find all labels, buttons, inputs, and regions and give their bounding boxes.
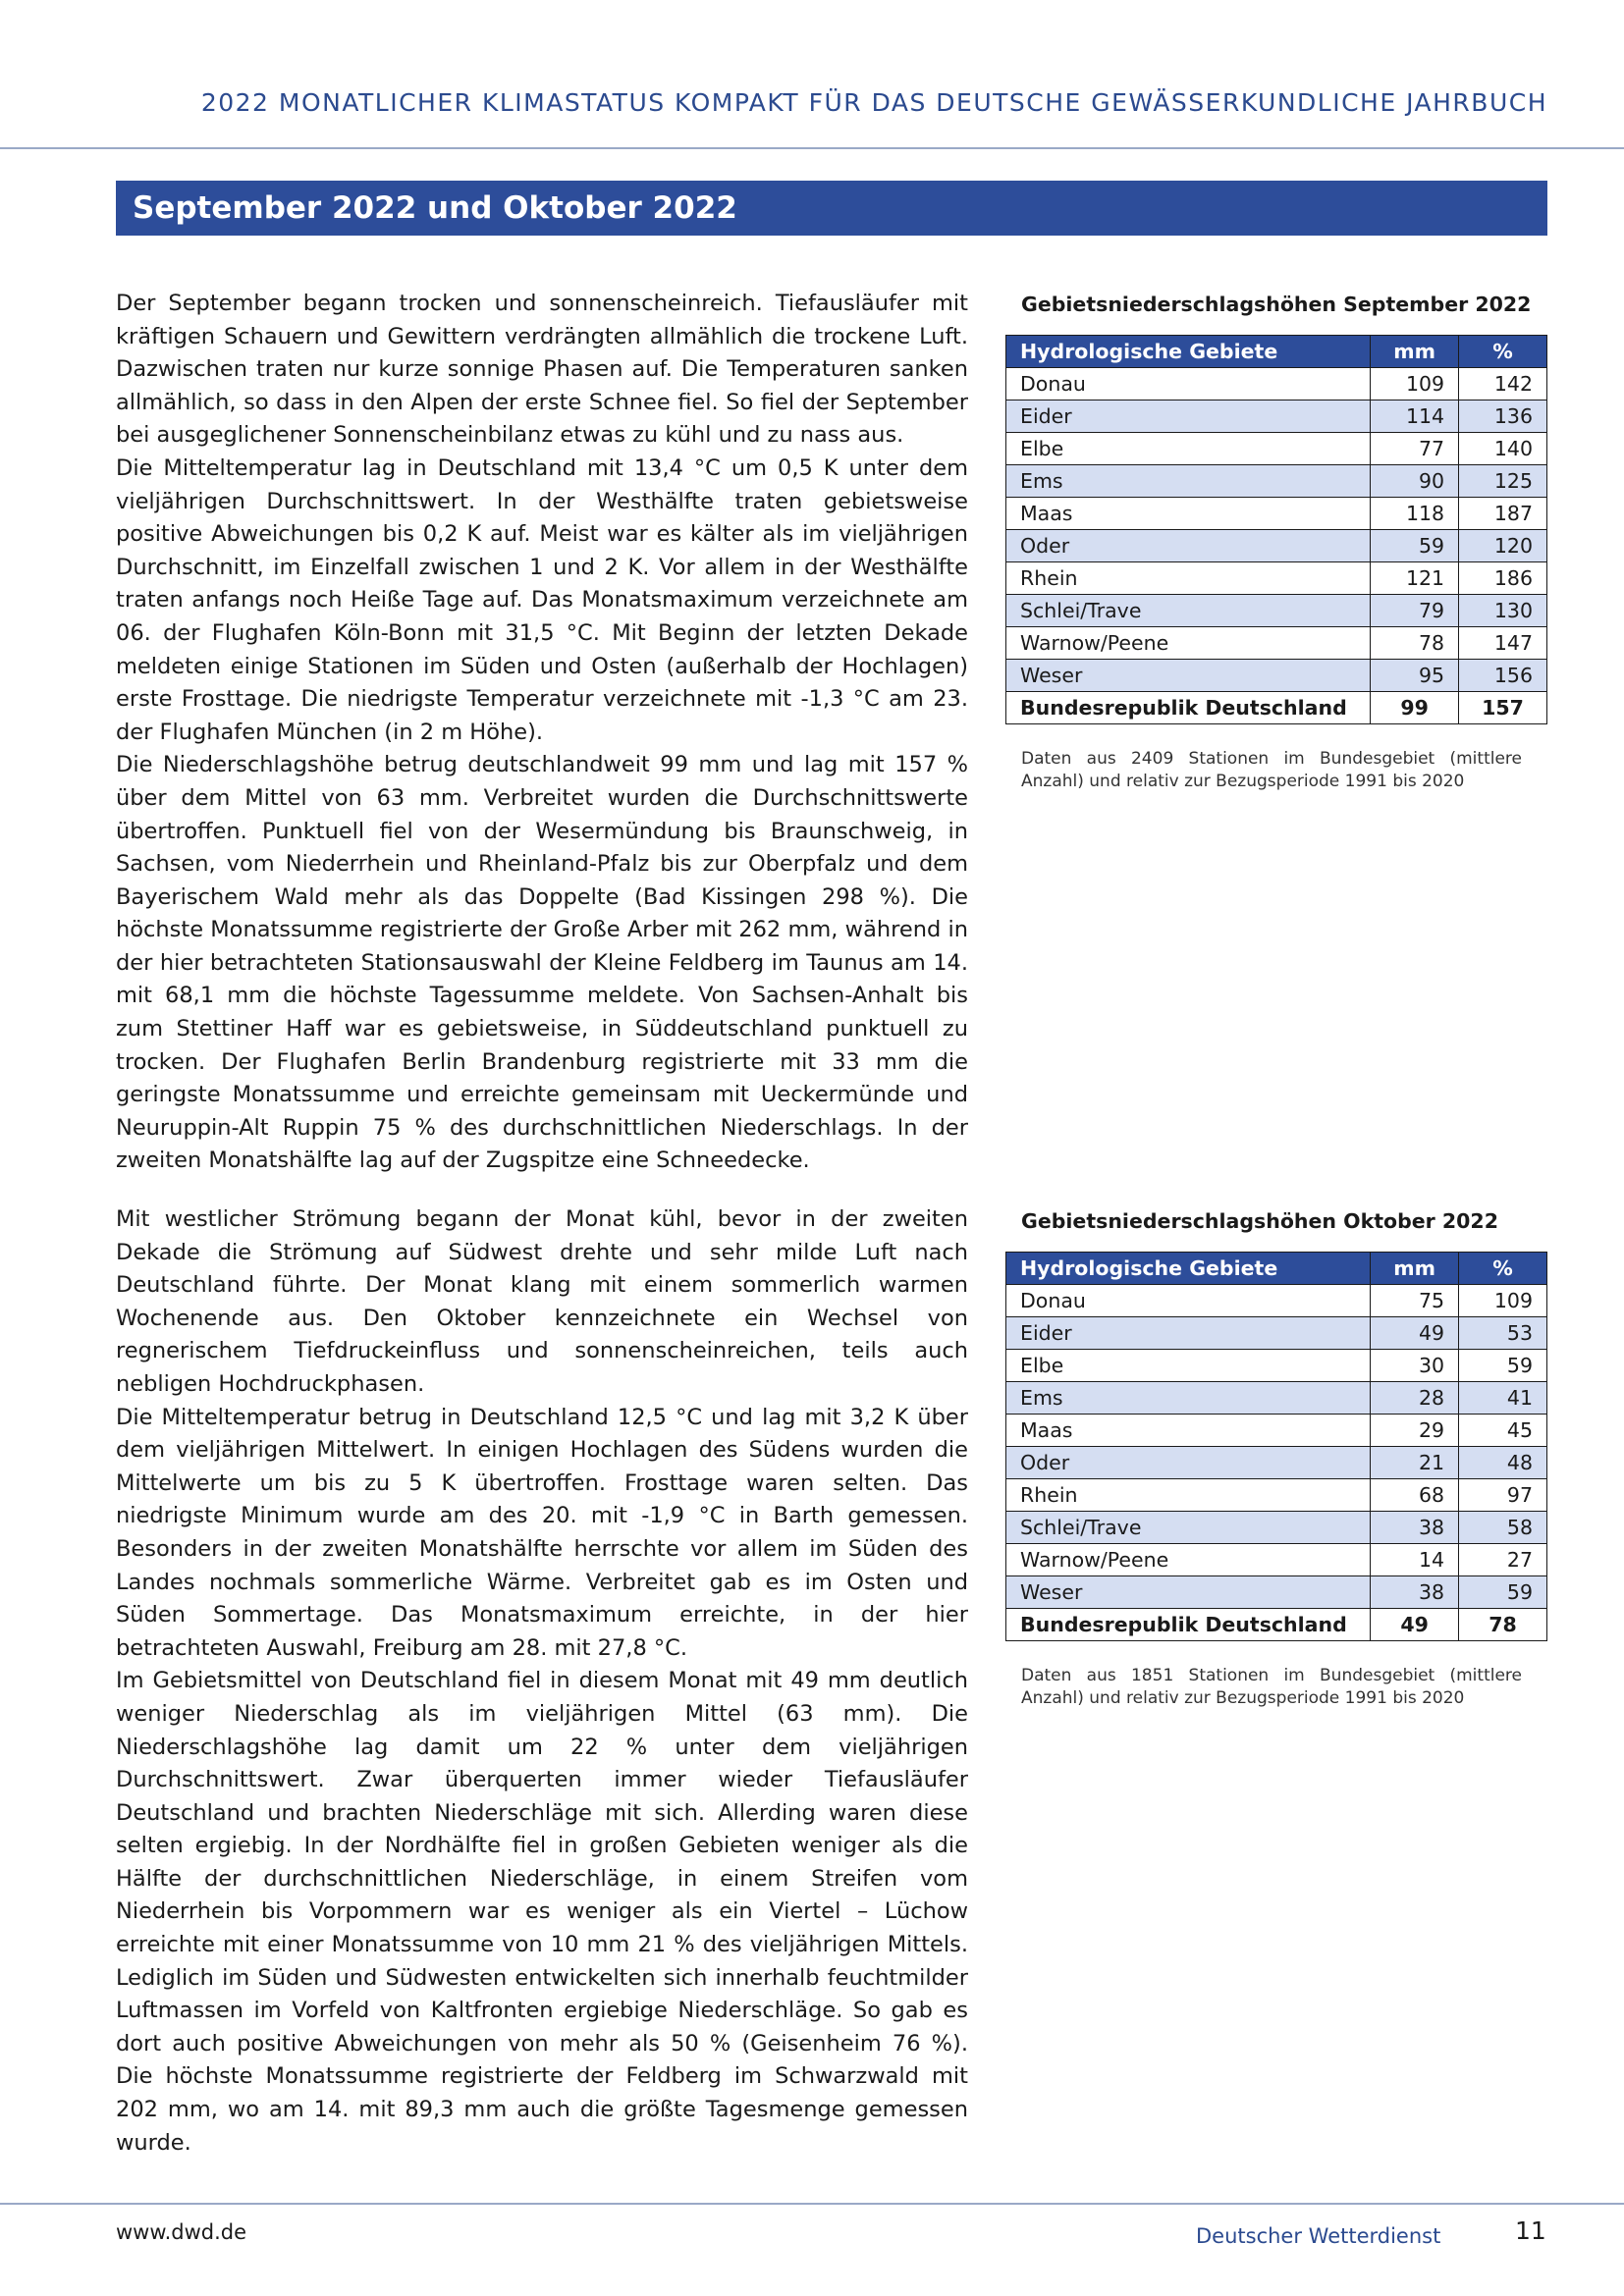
total-percent-cell: 157 [1459, 692, 1547, 724]
table-row [1006, 465, 1547, 498]
area-cell: Weser [1006, 660, 1371, 692]
mm-cell: 59 [1371, 530, 1459, 562]
paragraph: Mit westlicher Strömung begann der Monat kühl, bevor in der zweiten Dekade die Strömung auf Südwest drehte und sehr milde Luft nach Deutschland führte. Der Monat klang mit einem sommerlich warmen Wochenende aus. Den Oktober kennzeichnete ein Wechsel von regnerischem Tiefdruckeinfluss und sonnenscheinreichen, teils auch nebligen Hochdruckphasen. [116, 1206, 968, 1397]
mm-cell: 21 [1371, 1447, 1459, 1479]
mm-cell: 38 [1371, 1512, 1459, 1544]
percent-cell: 140 [1459, 433, 1547, 465]
area-cell: Donau [1006, 1285, 1371, 1317]
paragraph: Die Niederschlagshöhe betrug deutschlandweit 99 mm und lag mit 157 % über dem Mittel von 63 mm. Verbreitet wurden die Durchschnittswerte übertroffen. Punktuell fiel von der Wesermündung bis Braunschweig, in Sachsen, vom Niederrhein und Rheinland-Pfalz bis zur Oberpfalz und dem Bayerischem Wald mehr als das Doppelte (Bad Kissingen 298 %). Die höchste Monatssumme registrierte der Große Arber mit 262 mm, während in der hier betrachteten Stationsauswahl der Kleine Feldberg im Taunus am 14. mit 68,1 mm die höchste Tagessumme meldete. Von Sachsen-Anhalt bis zum Stettiner Haff war es gebietsweise, in Süddeutschland punktuell zu trocken. Der Flughafen Berlin Brandenburg registrierte mit 33 mm die geringste Monatssumme und erreichte gemeinsam mit Ueckermünde und Neuruppin-Alt Ruppin 75 % des durchschnittlichen Niederschlags. In der zweiten Monatshälfte lag auf der Zugspitze eine Schneedecke. [116, 752, 968, 1174]
area-cell: Donau [1006, 368, 1371, 400]
total-mm-cell: 99 [1371, 692, 1459, 724]
paragraph: Die Mitteltemperatur betrug in Deutschland 12,5 °C und lag mit 3,2 K über dem vieljährigen Mittelwert. In einigen Hochlagen des Südens wurden die Mittelwerte um bis zu 5 K übertroffen. Frosttage waren selten. Das niedrigste Minimum wurde am des 20. mit -1,9 °C in Barth gemessen. Besonders in der zweiten Monatshälfte herrschte vor allem im Süden des Landes nochmals sommerliche Wärme. Verbreitet gab es im Osten und Süden Sommertage. Das Monatsmaximum erreichte, in der hier betrachteten Auswahl, Freiburg am 28. mit 27,8 °C. [116, 1404, 968, 1661]
running-header: 2022 MONATLICHER KLIMASTATUS KOMPAKT FÜR DAS DEUTSCHE GEWÄSSERKUNDLICHE JAHRBUCH [200, 88, 1547, 117]
percent-cell: 109 [1459, 1285, 1547, 1317]
october-precipitation-table [1005, 1252, 1547, 1641]
september-table-block [1005, 290, 1547, 793]
september-text [116, 288, 968, 1178]
total-label-cell: Bundesrepublik Deutschland [1006, 692, 1371, 724]
table-row [1006, 1317, 1547, 1350]
table-row [1006, 595, 1547, 627]
total-mm-cell: 49 [1371, 1609, 1459, 1641]
area-cell: Eider [1006, 400, 1371, 433]
table-header-row [1006, 1253, 1547, 1285]
october-table-block [1005, 1206, 1547, 1710]
table-note: Daten aus 1851 Stationen im Bundesgebiet (mittlere Anzahl) und relativ zur Bezugsperiode 1991 bis 2020 [1021, 1666, 1522, 1708]
mm-cell: 114 [1371, 400, 1459, 433]
table-row [1006, 368, 1547, 400]
mm-cell: 109 [1371, 368, 1459, 400]
area-cell: Oder [1006, 530, 1371, 562]
mm-cell: 38 [1371, 1576, 1459, 1609]
area-cell: Rhein [1006, 562, 1371, 595]
area-cell: Weser [1006, 1576, 1371, 1609]
footer-url: www.dwd.de [116, 2220, 247, 2244]
area-cell: Schlei/Trave [1006, 595, 1371, 627]
table-row [1006, 660, 1547, 692]
percent-cell: 58 [1459, 1512, 1547, 1544]
table-row [1006, 400, 1547, 433]
mm-cell: 49 [1371, 1317, 1459, 1350]
paragraph: Im Gebietsmittel von Deutschland fiel in diesem Monat mit 49 mm deutlich weniger Niederschlag als im vieljährigen Mittel (63 mm). Die Niederschlagshöhe lag damit um 22 % unter dem vieljährigen Durchschnittswert. Zwar überquerten immer wieder Tiefausläufer Deutschland und brachten Niederschläge mit sich. Allerding waren diese selten ergiebig. In der Nordhälfte fiel in großen Gebieten weniger als die Hälfte der durchschnittlichen Niederschläge, in einem Streifen vom Niederrhein bis Vorpommern war es weniger als ein Viertel – Lüchow erreichte mit einer Monatssumme von 10 mm 21 % des vieljährigen Mittels. Lediglich im Süden und Südwesten entwickelten sich innerhalb feuchtmilder Luftmassen im Vorfeld von Kaltfronten ergiebige Niederschläge. So gab es dort auch positive Abweichungen von mehr als 50 % (Geisenheim 76 %). Die höchste Monatssumme registrierte der Feldberg im Schwarzwald mit 202 mm, wo am 14. mit 89,3 mm auch die größte Tagesmenge gemessen wurde. [116, 1668, 968, 2156]
mm-cell: 68 [1371, 1479, 1459, 1512]
table-row [1006, 1415, 1547, 1447]
footer-divider [0, 2203, 1624, 2205]
september-precipitation-table [1005, 335, 1547, 724]
area-cell: Elbe [1006, 1350, 1371, 1382]
paragraph: Die Mitteltemperatur lag in Deutschland mit 13,4 °C um 0,5 K unter dem vieljährigen Durchschnittswert. In der Westhälfte traten gebietsweise positive Abweichungen bis 0,2 K auf. Meist war es kälter als im vieljährigen Durchschnitt, im Einzelfall zwischen 1 und 2 K. Vor allem in der Westhälfte traten anfangs noch Heiße Tage auf. Das Monatsmaximum verzeichnete am 06. der Flughafen Köln-Bonn mit 31,5 °C. Mit Beginn der letzten Dekade meldeten einige Stationen im Süden und Osten (außerhalb der Hochlagen) erste Frosttage. Die niedrigste Temperatur verzeichnete mit -1,3 °C am 23. der Flughafen München (in 2 m Höhe). [116, 454, 968, 745]
area-cell: Elbe [1006, 433, 1371, 465]
percent-cell: 45 [1459, 1415, 1547, 1447]
table-header-row [1006, 336, 1547, 368]
percent-cell: 53 [1459, 1317, 1547, 1350]
table-title: Gebietsniederschlagshöhen Oktober 2022 [1021, 1209, 1498, 1233]
mm-cell: 78 [1371, 627, 1459, 660]
table-row [1006, 1576, 1547, 1609]
mm-cell: 29 [1371, 1415, 1459, 1447]
percent-cell: 97 [1459, 1479, 1547, 1512]
percent-cell: 156 [1459, 660, 1547, 692]
footer-organization: Deutscher Wetterdienst [1196, 2224, 1441, 2248]
area-cell: Ems [1006, 1382, 1371, 1415]
percent-cell: 120 [1459, 530, 1547, 562]
table-row [1006, 433, 1547, 465]
percent-cell: 130 [1459, 595, 1547, 627]
mm-cell: 75 [1371, 1285, 1459, 1317]
percent-cell: 59 [1459, 1576, 1547, 1609]
mm-cell: 90 [1371, 465, 1459, 498]
area-cell: Schlei/Trave [1006, 1512, 1371, 1544]
column-header-area: Hydrologische Gebiete [1006, 1253, 1371, 1285]
table-row [1006, 1382, 1547, 1415]
mm-cell: 79 [1371, 595, 1459, 627]
mm-cell: 95 [1371, 660, 1459, 692]
area-cell: Oder [1006, 1447, 1371, 1479]
mm-cell: 28 [1371, 1382, 1459, 1415]
table-row [1006, 562, 1547, 595]
mm-cell: 77 [1371, 433, 1459, 465]
mm-cell: 118 [1371, 498, 1459, 530]
header-divider [0, 147, 1624, 149]
table-row [1006, 1285, 1547, 1317]
percent-cell: 136 [1459, 400, 1547, 433]
column-header-area: Hydrologische Gebiete [1006, 336, 1371, 368]
percent-cell: 27 [1459, 1544, 1547, 1576]
table-row [1006, 498, 1547, 530]
column-header-percent: % [1459, 1253, 1547, 1285]
table-row [1006, 1512, 1547, 1544]
table-row [1006, 530, 1547, 562]
page-number: 11 [1515, 2216, 1546, 2245]
paragraph: Der September begann trocken und sonnenscheinreich. Tiefausläufer mit kräftigen Schauern und Gewittern verdrängten allmählich die trockene Luft. Dazwischen traten nur kurze sonnige Phasen auf. Die Temperaturen sanken allmählich, so dass in den Alpen der erste Schnee fiel. So fiel der September bei ausgeglichener Sonnenscheinbilanz etwas zu kühl und zu nass aus. [116, 291, 968, 449]
percent-cell: 187 [1459, 498, 1547, 530]
mm-cell: 30 [1371, 1350, 1459, 1382]
table-row [1006, 1479, 1547, 1512]
percent-cell: 59 [1459, 1350, 1547, 1382]
percent-cell: 125 [1459, 465, 1547, 498]
table-row [1006, 1544, 1547, 1576]
table-row [1006, 627, 1547, 660]
section-title: September 2022 und Oktober 2022 [116, 181, 1547, 236]
percent-cell: 48 [1459, 1447, 1547, 1479]
table-row [1006, 1350, 1547, 1382]
percent-cell: 147 [1459, 627, 1547, 660]
area-cell: Maas [1006, 498, 1371, 530]
table-row [1006, 1447, 1547, 1479]
column-header-percent: % [1459, 336, 1547, 368]
area-cell: Eider [1006, 1317, 1371, 1350]
percent-cell: 41 [1459, 1382, 1547, 1415]
percent-cell: 186 [1459, 562, 1547, 595]
mm-cell: 121 [1371, 562, 1459, 595]
area-cell: Warnow/Peene [1006, 1544, 1371, 1576]
total-label-cell: Bundesrepublik Deutschland [1006, 1609, 1371, 1641]
area-cell: Rhein [1006, 1479, 1371, 1512]
column-header-mm: mm [1371, 336, 1459, 368]
total-percent-cell: 78 [1459, 1609, 1547, 1641]
column-header-mm: mm [1371, 1253, 1459, 1285]
table-total-row [1006, 692, 1547, 724]
october-text [116, 1203, 968, 2160]
table-total-row [1006, 1609, 1547, 1641]
area-cell: Maas [1006, 1415, 1371, 1447]
table-note: Daten aus 2409 Stationen im Bundesgebiet (mittlere Anzahl) und relativ zur Bezugsperiode 1991 bis 2020 [1021, 749, 1522, 791]
mm-cell: 14 [1371, 1544, 1459, 1576]
area-cell: Ems [1006, 465, 1371, 498]
area-cell: Warnow/Peene [1006, 627, 1371, 660]
table-title: Gebietsniederschlagshöhen September 2022 [1021, 293, 1532, 316]
percent-cell: 142 [1459, 368, 1547, 400]
